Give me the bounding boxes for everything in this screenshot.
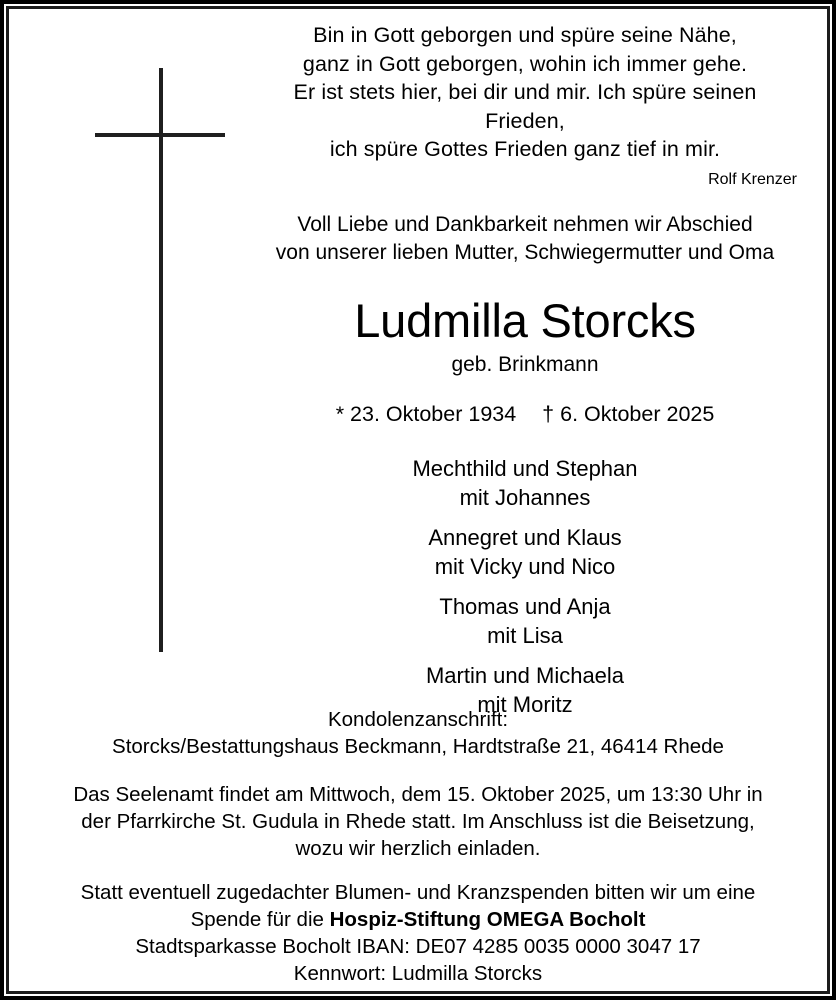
family-group <box>231 592 819 650</box>
donation-line-1: Statt eventuell zugedachter Blumen- und Kranzspenden bitten wir um eine <box>80 881 756 904</box>
poem-line-4: Frieden, <box>485 108 565 133</box>
family-secondary: mit Lisa <box>487 622 563 648</box>
service-line-3: wozu wir herzlich einladen. <box>295 837 541 860</box>
family-primary: Annegret und Klaus <box>428 524 622 550</box>
birth-date: 23. Oktober 1934 <box>350 401 517 426</box>
condolence-heading: Kondolenzanschrift: <box>327 708 509 731</box>
family-list <box>231 454 819 719</box>
poem-line-2: ganz in Gott geborgen, wohin ich immer gehe. <box>302 51 748 76</box>
deceased-maiden-name: geb. Brinkmann <box>451 352 599 376</box>
notice-content <box>9 9 827 991</box>
donation-reference: Kennwort: Ludmilla Storcks <box>293 962 543 985</box>
donation-recipient: Hospiz-Stiftung OMEGA Bocholt <box>329 908 646 931</box>
family-secondary: mit Moritz <box>477 691 573 717</box>
intro-line-2: von unserer lieben Mutter, Schwiegermutter und Oma <box>275 240 775 264</box>
family-secondary: mit Johannes <box>459 484 591 510</box>
family-primary: Thomas und Anja <box>439 593 611 619</box>
poem-line-3: Er ist stets hier, bei dir und mir. Ich spüre seinen <box>293 80 757 104</box>
service-line-1: Das Seelenamt findet am Mittwoch, dem 15. Oktober 2025, um 13:30 Uhr in <box>73 783 763 806</box>
death-symbol: † <box>542 401 555 426</box>
life-dates <box>231 400 819 428</box>
intro-block <box>231 211 819 267</box>
family-primary: Mechthild und Stephan <box>412 455 638 481</box>
condolence-block <box>19 706 817 760</box>
cross-icon <box>95 68 225 652</box>
cross-vertical-bar <box>159 68 163 652</box>
family-secondary: mit Vicky und Nico <box>434 553 616 579</box>
intro-line-1: Voll Liebe und Dankbarkeit nehmen wir Abschied <box>297 212 753 236</box>
family-primary: Martin und Michaela <box>425 662 625 688</box>
family-group <box>231 523 819 581</box>
poem-line-5: ich spüre Gottes Frieden ganz tief in mir. <box>329 137 721 161</box>
cross-horizontal-bar <box>95 133 225 137</box>
condolence-address: Storcks/Bestattungshaus Beckmann, Hardtstraße 21, 46414 Rhede <box>112 735 724 758</box>
donation-bank-iban: Stadtsparkasse Bocholt IBAN: DE07 4285 0035 0000 3047 17 <box>135 935 701 958</box>
service-block <box>19 781 817 862</box>
deceased-name: Ludmilla Storcks <box>354 293 696 347</box>
service-line-2: der Pfarrkirche St. Gudula in Rhede statt. Im Anschluss ist die Beisetzung, <box>81 810 755 833</box>
poem-line-1: Bin in Gott geborgen und spüre seine Nähe, <box>313 23 737 47</box>
poem-attribution: Rolf Krenzer <box>708 170 797 188</box>
main-text-column <box>231 21 819 719</box>
poem-block <box>231 21 819 164</box>
donation-prefix: Spende für die <box>190 908 330 931</box>
death-date: 6. Oktober 2025 <box>560 401 715 426</box>
donation-block <box>19 879 817 987</box>
family-group <box>231 454 819 512</box>
birth-symbol: * <box>335 401 345 426</box>
donation-line-2 <box>19 906 817 933</box>
